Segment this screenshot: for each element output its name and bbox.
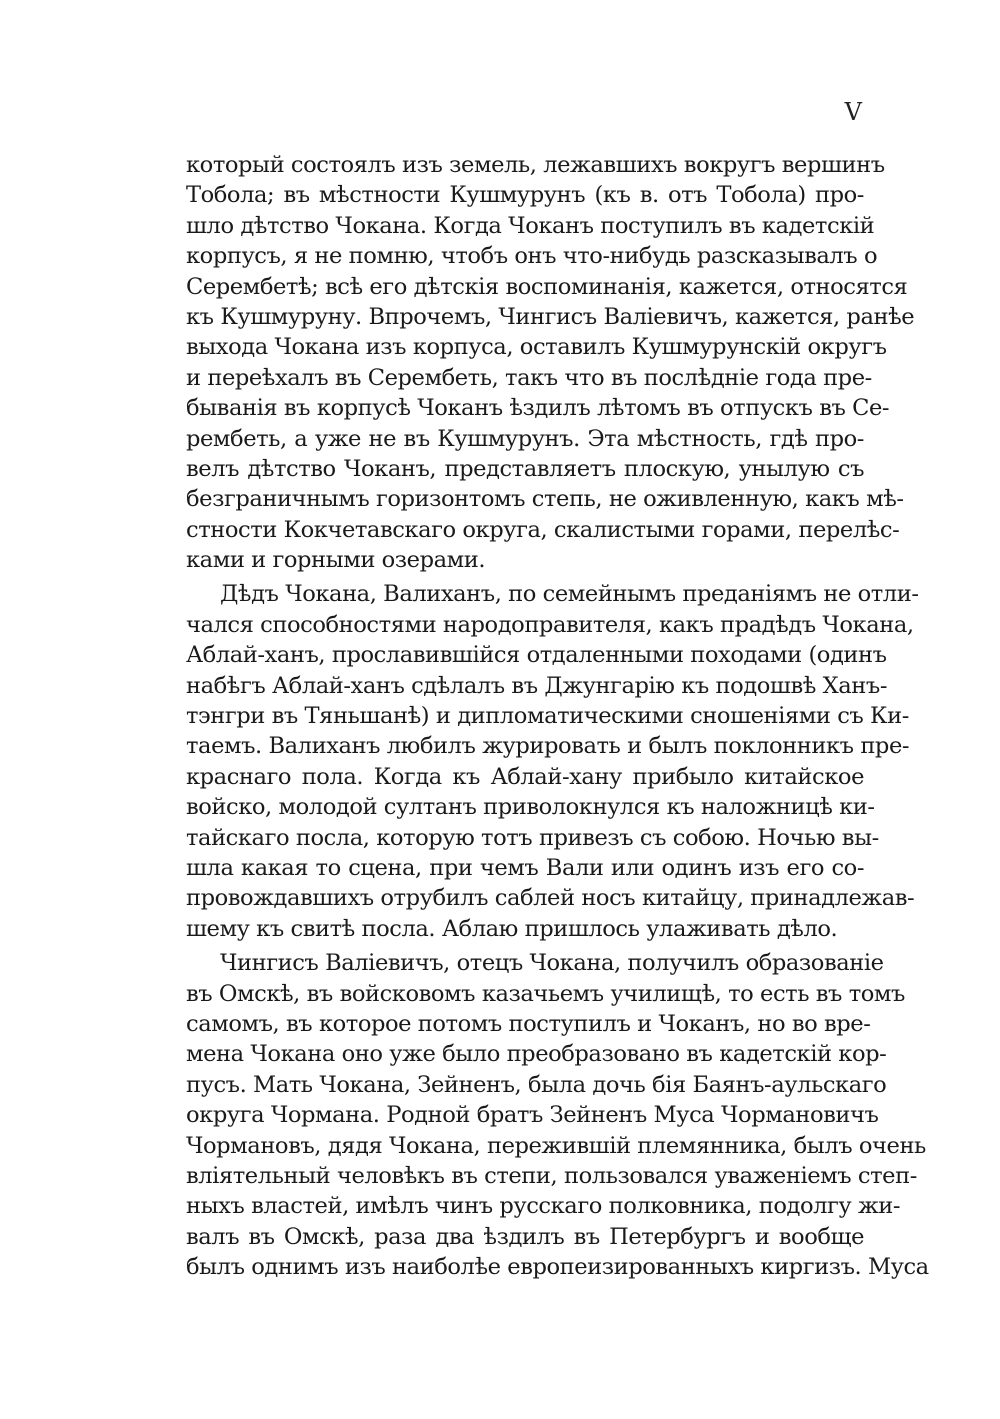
paragraph [186, 579, 919, 944]
text-line: Чингисъ Валіевичъ, отецъ Чокана, получилъ образованіе [220, 950, 884, 977]
text-line: шло дѣтство Чокана. Когда Чоканъ поступилъ въ кадетскій [186, 212, 875, 239]
text-line: безграничнымъ горизонтомъ степь, не оживленную, какъ мѣ- [186, 486, 904, 513]
paragraph [186, 948, 929, 1282]
text-line: былъ однимъ изъ наиболѣе европеизированныхъ киргизъ. Муса [186, 1254, 929, 1281]
body-text [186, 150, 929, 1282]
text-line: Чормановъ, дядя Чокана, пережившій племянника, былъ очень [186, 1132, 926, 1159]
text-line: который состоялъ изъ земель, лежавшихъ вокругъ вершинъ [186, 152, 885, 178]
text-line: самомъ, въ которое потомъ поступилъ и Чоканъ, но во вре- [186, 1010, 871, 1037]
text-line: корпусъ, я не помню, чтобъ онъ что-нибудь разсказывалъ о [186, 243, 878, 270]
text-line: чался способностями народоправителя, какъ прадѣдъ Чокана, [186, 611, 914, 638]
text-line: Дѣдъ Чокана, Валиханъ, по семейнымъ преданіямъ не отли- [220, 581, 919, 608]
text-line: ныхъ властей, имѣлъ чинъ русскаго полковника, подолгу жи- [186, 1193, 901, 1220]
text-line: рембеть, а уже не въ Кушмурунъ. Эта мѣстность, гдѣ про- [186, 425, 864, 452]
paragraph [186, 150, 915, 575]
text-line: тэнгри въ Тяньшанѣ) и дипломатическими сношеніями съ Ки- [186, 703, 909, 730]
text-line: и переѣхалъ въ Серембеть, такъ что въ послѣдніе года пре- [186, 364, 872, 391]
text-line: войско, молодой султанъ приволокнулся къ наложницѣ ки- [186, 794, 875, 821]
text-line: Серембетѣ; всѣ его дѣтскія воспоминанія, кажется, относятся [186, 273, 908, 300]
text-line: Тобола; въ мѣстности Кушмурунъ (къ в. отъ Тобола) про- [186, 182, 864, 209]
text-line: мена Чокана оно уже было преобразовано въ кадетскій кор- [186, 1041, 887, 1068]
text-line: тайскаго посла, которую тотъ привезъ съ собою. Ночью вы- [186, 824, 879, 851]
text-line: къ Кушмуруну. Впрочемъ, Чингисъ Валіевичъ, кажется, ранѣе [186, 303, 915, 330]
text-line: провождавшихъ отрубилъ саблей носъ китайцу, принадлежав- [186, 885, 915, 912]
text-line: велъ дѣтство Чоканъ, представляетъ плоскую, унылую съ [186, 455, 864, 482]
text-line: шему къ свитѣ посла. Аблаю пришлось улаживать дѣло. [186, 915, 838, 942]
text-line: пусъ. Мать Чокана, Зейненъ, была дочь бія Баянъ-аульскаго [186, 1071, 887, 1098]
text-line: выхода Чокана изъ корпуса, оставилъ Кушмурунскій округъ [186, 334, 887, 361]
text-line: округа Чормана. Родной братъ Зейненъ Муса Чормановичъ [186, 1102, 879, 1129]
text-line: краснаго пола. Когда къ Аблай-хану прибыло китайское [186, 763, 864, 790]
text-line: ками и горными озерами. [186, 547, 486, 574]
text-line: валъ въ Омскѣ, раза два ѣздилъ въ Петербургъ и вообще [186, 1223, 864, 1250]
text-line: въ Омскѣ, въ войсковомъ казачьемъ училищѣ, то есть въ томъ [186, 980, 905, 1007]
text-line: стности Кокчетавскаго округа, скалистыми горами, перелѣс- [186, 516, 900, 543]
text-line: быванія въ корпусѣ Чоканъ ѣздилъ лѣтомъ въ отпускъ въ Се- [186, 395, 890, 422]
text-line: вліятельный человѣкъ въ степи, пользовался уваженіемъ степ- [186, 1162, 917, 1189]
page-number: V [844, 98, 862, 126]
text-line: Аблай-ханъ, прославившійся отдаленными походами (одинъ [186, 642, 887, 669]
text-line: шла какая то сцена, при чемъ Вали или одинъ изъ его со- [186, 854, 864, 881]
text-line: набѣгъ Аблай-ханъ сдѣлалъ въ Джунгарію къ подошвѣ Ханъ- [186, 672, 888, 699]
text-line: таемъ. Валиханъ любилъ журировать и былъ поклонникъ пре- [186, 733, 910, 760]
